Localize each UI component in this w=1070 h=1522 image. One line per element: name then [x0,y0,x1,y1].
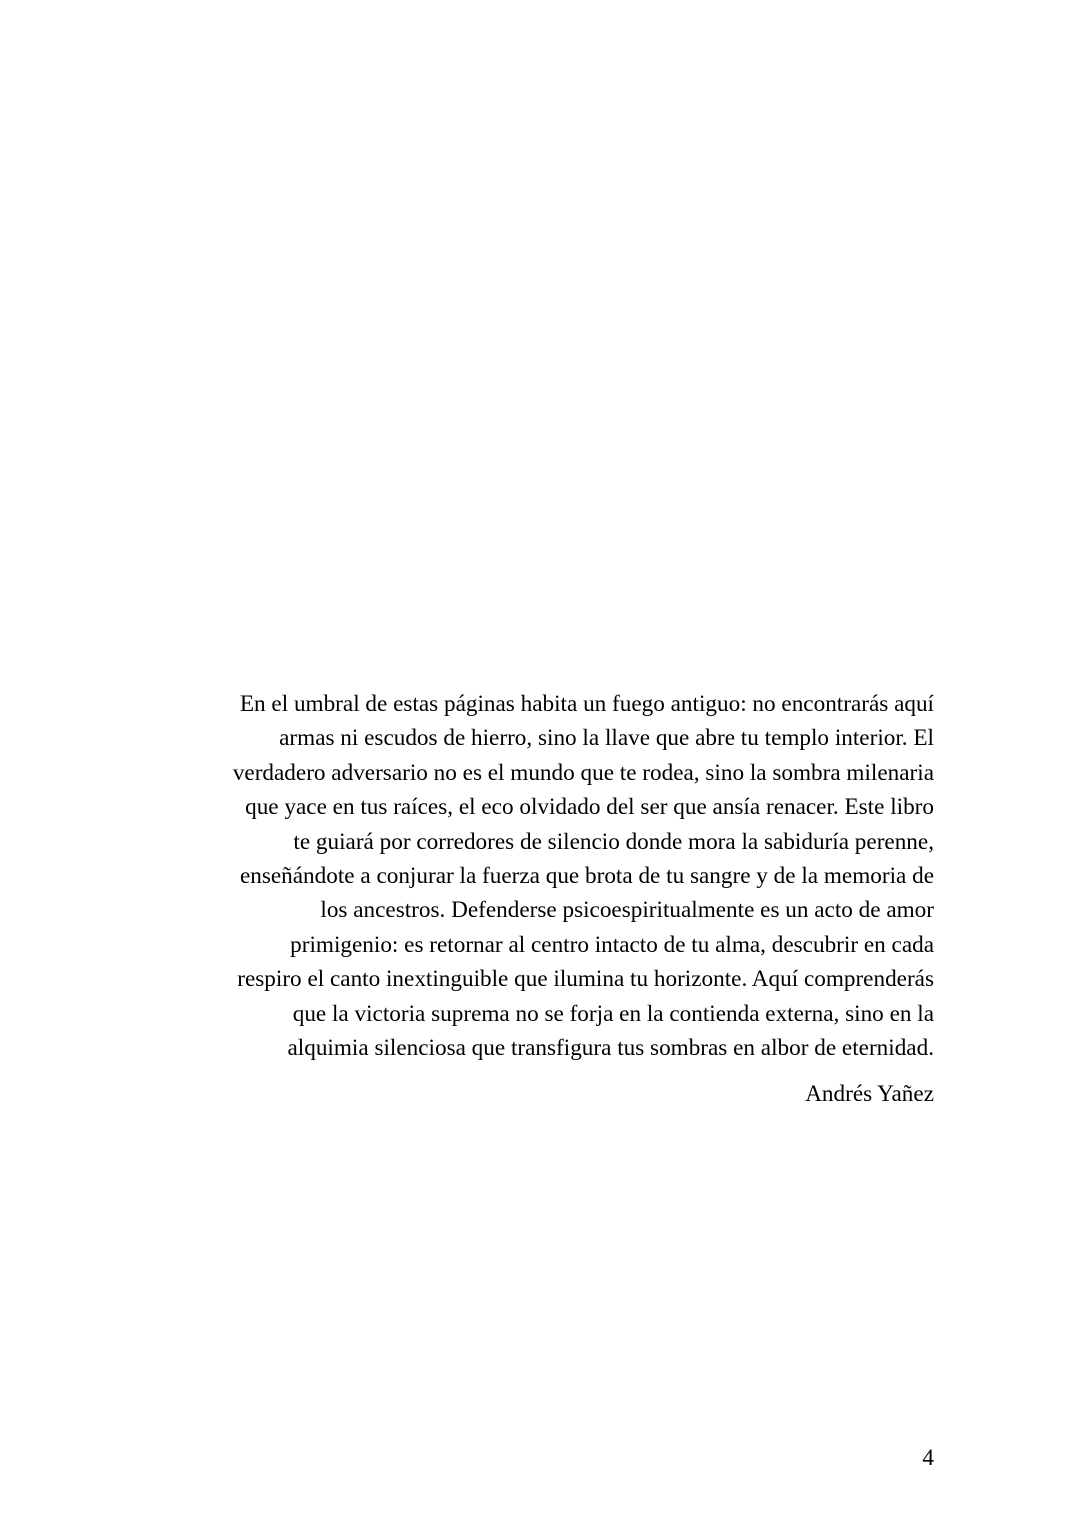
epigraph-line: alquimia silenciosa que transfigura tus sombras en albor de eternidad. [287,1035,934,1062]
epigraph-line: respiro el canto inextinguible que ilumina tu horizonte. Aquí comprenderás [237,966,934,993]
epigraph-line: enseñándote a conjurar la fuerza que brota de tu sangre y de la memoria de [239,863,934,890]
epigraph-line: te guiará por corredores de silencio donde mora la sabiduría perenne, [293,828,934,855]
epigraph-line: que yace en tus raíces, el eco olvidado del ser que ansía renacer. Este libro [245,794,934,821]
epigraph-line: primigenio: es retornar al centro intacto de tu alma, descubrir en cada [290,931,934,958]
page-number: 4 [922,1445,934,1471]
epigraph-line: En el umbral de estas páginas habita un fuego antiguo: no encontrarás aquí [239,691,934,717]
epigraph-line: armas ni escudos de hierro, sino la llave que abre tu templo interior. El [279,725,934,752]
epigraph-line: verdadero adversario no es el mundo que te rodea, sino la sombra milenaria [232,759,934,786]
epigraph-line: que la victoria suprema no se forja en la contienda externa, sino en la [292,1000,934,1027]
epigraph-author: Andrés Yañez [805,1081,934,1107]
epigraph-text [150,687,934,1065]
epigraph-line: los ancestros. Defenderse psicoespiritualmente es un acto de amor [320,897,934,924]
